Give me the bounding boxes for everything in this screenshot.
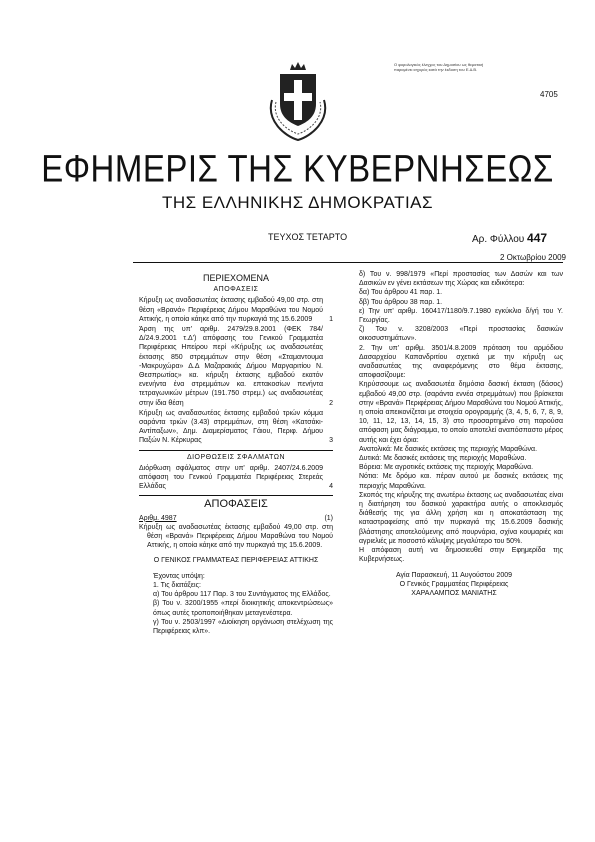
greek-coat-of-arms-icon bbox=[262, 60, 334, 142]
boundary-east: Ανατολικά: Με δασικές εκτάσεις της περιοχής Μαραθώνα. bbox=[359, 445, 538, 453]
declaration-paragraph: Κηρύσσουμε ως αναδασωτέα δημόσια δασική έκταση (δάσος) εμβαδού 49,00 στρ. (σαράντα εννέα στρεμμάτων) που βρίσκεται στην «Βρανά» Περιφέρειας Δήμου Μαραθώνα του Νομού Αττικής, η οποία απεικονίζεται με στοιχεία ορογραμμής (3, 4, 5, 6, 7, 8, 9, 10, 11, 12, 13, 14, 15, 3) στο προσαρτημένο στη παρούσα απόφαση μας διάγραμμα, το οποίο αποτελεί αναπόσπαστο μέρος αυτής και έχει όρια: bbox=[359, 381, 563, 444]
boundary-north: Βόρεια: Με αγροτικές εκτάσεις της περιοχής Μαραθώνα. bbox=[359, 464, 534, 472]
boundary-west: Δυτικά: Με δασικές εκτάσεις της περιοχής Μαραθώνα. bbox=[359, 455, 527, 463]
section-divider bbox=[139, 495, 333, 496]
provisions-intro: 1. Τις διατάξεις: bbox=[153, 581, 201, 589]
authority: Ο ΓΕΝΙΚΟΣ ΓΡΑΜΜΑΤΕΑΣ ΠΕΡΙΦΕΡΕΙΑΣ ΑΤΤΙΚΗΣ bbox=[153, 557, 319, 565]
issue-date: 2 Οκτωβρίου 2009 bbox=[500, 253, 566, 262]
toc-entry[interactable] bbox=[139, 296, 333, 324]
corrections-subheading: ΔΙΟΡΘΩΣΕΙΣ ΣΦΑΛΜΑΤΩΝ bbox=[186, 453, 286, 461]
side-note: Ο φορολογικός έλεγχος του Δημοσίου ως θεματική παραμένει ισχυρός κατά την έκδοση του Ε.Δ.Β. bbox=[394, 62, 484, 72]
decision-header bbox=[139, 514, 333, 523]
provision-item: α) Του άρθρου 117 Παρ. 3 του Συντάγματος της Ελλάδος. bbox=[153, 591, 331, 599]
page-number: 4705 bbox=[540, 90, 558, 99]
toc-entry-page: 2 bbox=[329, 399, 333, 407]
section-divider bbox=[139, 450, 333, 451]
contents-heading: ΠΕΡΙΕΧΟΜΕΝΑ bbox=[202, 273, 269, 283]
provision-item: δα) Του άρθρου 41 παρ. 1. bbox=[359, 289, 443, 297]
right-column bbox=[345, 270, 563, 598]
signer-name: ΧΑΡΑΛΑΜΠΟΣ ΜΑΝΙΑΤΗΣ bbox=[411, 589, 497, 597]
toc-entry-text: Κήρυξη ως αναδασωτέας έκτασης εμβαδού τριών κόμμα σαράντα τριών (3.43) στρεμμάτων, στη θέση «Κατσάκι-Αντίπαξων», Δημ. Διαμερίσματος Γάιου, Περιφ. Δήμου Παξών Ν. Κέρκυρας bbox=[139, 409, 323, 445]
toc-entry-page: 4 bbox=[329, 483, 333, 491]
signer-title: Ο Γενικός Γραμματέας Περιφέρειας bbox=[399, 580, 509, 588]
place-date: Αγία Παρασκευή, 11 Αυγούστου 2009 bbox=[395, 571, 513, 579]
toc-entry-page: 3 bbox=[329, 437, 333, 445]
toc-entry-text: Άρση της υπ' αριθμ. 2479/29.8.2001 (ΦΕΚ 784/Δ/24.9.2001 τ.Δ') απόφασης του Γενικού Γραμματέα Περιφέρειας Ηπείρου περί «Κήρυξης ως αναδασωτέας έκτασης 850 στρεμμάτων στην θέση «Σταμαντουμα -Μακρυχώρα» Δ.Δ Μαζαρακιάς Δήμου Μαργαριτίου Ν. Θεσπρωτίας» κα. κήρυξη έκτασης εμβαδού εκατόν ενενήντα ένα στρεμμάτων κα. επτακοσίων πενήντα τετραγωνικών μέτρων (191.750 στρεμ.) ως αναδασωτέας στην ίδια θέση bbox=[139, 326, 323, 407]
gazette-title: ΕΦΗΜΕΡΙΣ ΤΗΣ ΚΥΒΕΡΝΗΣΕΩΣ bbox=[41, 147, 554, 190]
provision-item: γ) Του ν. 2503/1997 «Διοίκηση οργάνωση στελέχωση της Περιφέρειας κλπ». bbox=[153, 618, 333, 635]
purpose-paragraph: Σκοπός της κήρυξης της ανωτέρω έκτασης ως αναδασωτέας είναι η διατήρηση του δασικού χαρακτήρα αυτής ο αποκλεισμός διάθεσής της για άλλη χρήση και η αποκατάσταση της καταστραφείσης από την πυρκαγιά της 15.6.2009 δασικής βλάστησης αποτελούμενης από πουρνάρια, σχίνα κουμαριές και αγριελιές με ποσοστό κάλυψης μεγαλύτερο του 50%. bbox=[359, 491, 563, 545]
decisions-subheading: ΑΠΟΦΑΣΕΙΣ bbox=[213, 286, 259, 294]
toc-entry[interactable] bbox=[139, 325, 333, 408]
provision-item: δβ) Του άρθρου 38 παρ. 1. bbox=[359, 298, 443, 306]
issue-label: ΤΕΥΧΟΣ ΤΕΤΑΡΤΟ bbox=[268, 232, 348, 242]
considering: Έχοντας υπόψη: bbox=[153, 572, 205, 580]
toc-entry[interactable] bbox=[139, 464, 333, 492]
sheet-number-value: 447 bbox=[527, 231, 548, 245]
provision-item: δ) Του ν. 998/1979 «Περί προστασίας των Δασών και των Δασικών εν γένει εκτάσεων της Χώρας και ειδικότερα: bbox=[359, 271, 563, 288]
toc-entry-page: 1 bbox=[329, 315, 333, 323]
left-column bbox=[139, 270, 333, 636]
publication-order: Η απόφαση αυτή να δημοσιευθεί στην Εφημερίδα της Κυβερνήσεως. bbox=[359, 547, 563, 564]
header-rule bbox=[133, 262, 563, 263]
provision-item: ζ) Του ν. 3208/2003 «Περί προστασίας δασικών οικοσυστημάτων». bbox=[359, 326, 563, 343]
toc-entry-text: Κήρυξη ως αναδασωτέας έκτασης εμβαδού 49,00 στρ. στη θέση «Βρανά» Περιφέρειας Δήμου Μαραθώνα του Νομού Αττικής, η οποία κάηκε από την πυρκαγιά της 15.6.2009 bbox=[139, 297, 323, 323]
sheet-number bbox=[472, 231, 547, 245]
provision-item: β) Του ν. 3200/1955 «περί διοικητικής αποκεντρώσεως» όπως αυτές τροποποιήθηκαν μεταγενέστερα. bbox=[153, 600, 333, 617]
decisions-heading: ΑΠΟΦΑΣΕΙΣ bbox=[204, 498, 268, 511]
decision-number: Αριθμ. 4987 bbox=[139, 514, 177, 522]
boundary-south: Νότια: Με δρόμο και. πέραν αυτού με δασικές εκτάσεις της περιοχής Μαραθώνα. bbox=[359, 473, 563, 490]
toc-entry-text: Διόρθωση σφάλματος στην υπ' αριθμ. 2407/24.6.2009 απόφαση του Γενικού Γραμματέα Περιφέρειας Στερεάς Ελλάδας bbox=[139, 464, 323, 491]
gazette-subtitle: ΤΗΣ ΕΛΛΗΝΙΚΗΣ ΔΗΜΟΚΡΑΤΙΑΣ bbox=[161, 193, 434, 212]
decision-ref: (1) bbox=[324, 514, 333, 522]
proposal-paragraph: 2. Την υπ' αριθμ. 3501/4.8.2009 πρόταση του αρμόδιου Δασαρχείου Καπανδριτίου σχετικά με την κήρυξη ως αναδασωτέας της αναφερόμενης στο θέμα έκτασης, αποφασίζουμε: bbox=[359, 344, 563, 380]
decision-title: Κήρυξη ως αναδασωτέας έκτασης εμβαδού 49,00 στρ. στη θέση «Βρανά» Περιφέρειας Δήμου Μαραθώνα του Νομού Αττικής, η οποία κάηκε από την πυρκαγιά της 15.6.2009. bbox=[139, 523, 333, 550]
toc-entry[interactable] bbox=[139, 409, 333, 446]
sheet-label: Αρ. Φύλλου bbox=[472, 234, 525, 245]
provision-item: ε) Την υπ' αριθμ. 160417/1180/9.7.1980 εγκύκλιο δ/γή του Υ. Γεωργίας. bbox=[359, 307, 563, 325]
